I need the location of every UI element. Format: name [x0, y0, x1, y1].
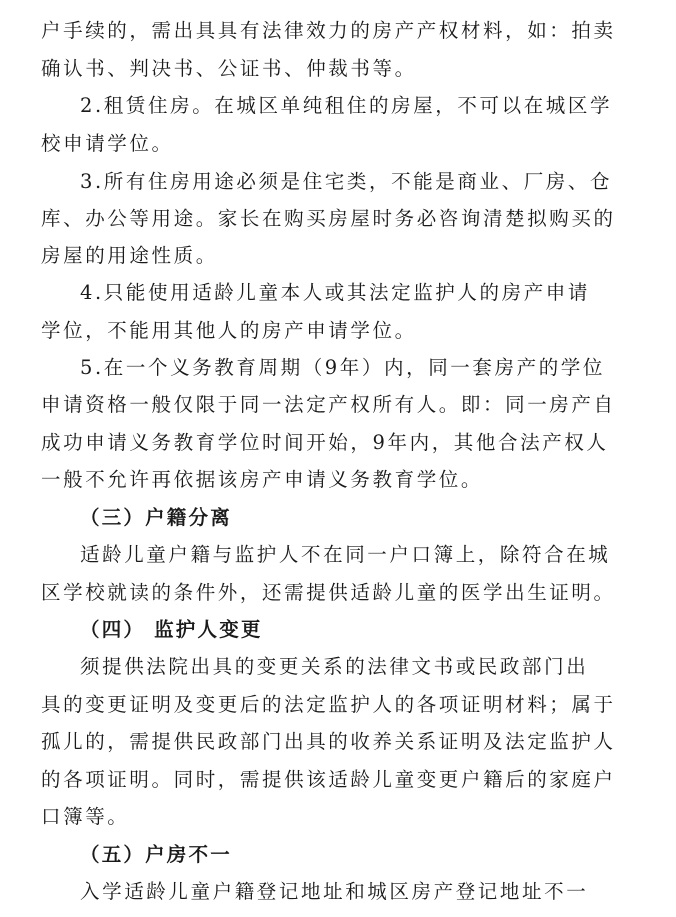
paragraph-start-line: 4.只能使用适龄儿童本人或其法定监护人的房产申请 — [80, 281, 591, 304]
text-line: 成功申请义务教育学位时间开始，9年内，其他合法产权人 — [41, 431, 609, 454]
text-line: 一般不允许再依据该房产申请义务教育学位。 — [41, 468, 484, 491]
paragraph-start-line: 2.租赁住房。在城区单纯租住的房屋，不可以在城区学 — [80, 94, 613, 117]
text-line: 的各项证明。同时，需提供该适龄儿童变更户籍后的家庭户 — [41, 768, 616, 791]
text-line: 具的变更证明及变更后的法定监护人的各项证明材料；属于 — [41, 693, 616, 716]
paragraph-start-line: 3.所有住房用途必须是住宅类，不能是商业、厂房、仓 — [80, 170, 613, 193]
paragraph-start-line: 5.在一个义务教育周期（9年）内，同一套房产的学位 — [80, 356, 606, 379]
text-line: 校申请学位。 — [41, 132, 174, 155]
section-heading: （五）户房不一 — [80, 843, 232, 866]
paragraph-start-line: 入学适龄儿童户籍登记地址和城区房产登记地址不一 — [80, 880, 589, 903]
text-line: 库、办公等用途。家长在购买房屋时务必咨询清楚拟购买的 — [41, 207, 616, 230]
text-line: 区学校就读的条件外，还需提供适龄儿童的医学出生证明。 — [41, 581, 616, 604]
text-line: 确认书、判决书、公证书、仲裁书等。 — [41, 57, 417, 80]
text-line: 孤儿的，需提供民政部门出具的收养关系证明及法定监护人 — [41, 730, 616, 753]
text-line: 房屋的用途性质。 — [41, 244, 218, 267]
paragraph-start-line: 须提供法院出具的变更关系的法律文书或民政部门出 — [80, 655, 589, 678]
text-line: 口簿等。 — [41, 805, 130, 828]
section-heading: （四） 监护人变更 — [80, 618, 263, 641]
text-line: 户手续的，需出具具有法律效力的房产产权材料，如：拍卖 — [41, 19, 616, 42]
paragraph-start-line: 适龄儿童户籍与监护人不在同一户口簿上，除符合在城 — [80, 543, 611, 566]
text-line: 学位，不能用其他人的房产申请学位。 — [41, 319, 417, 342]
section-heading: （三）户籍分离 — [80, 506, 232, 529]
text-line: 申请资格一般仅限于同一法定产权所有人。即：同一房产自 — [41, 393, 616, 416]
